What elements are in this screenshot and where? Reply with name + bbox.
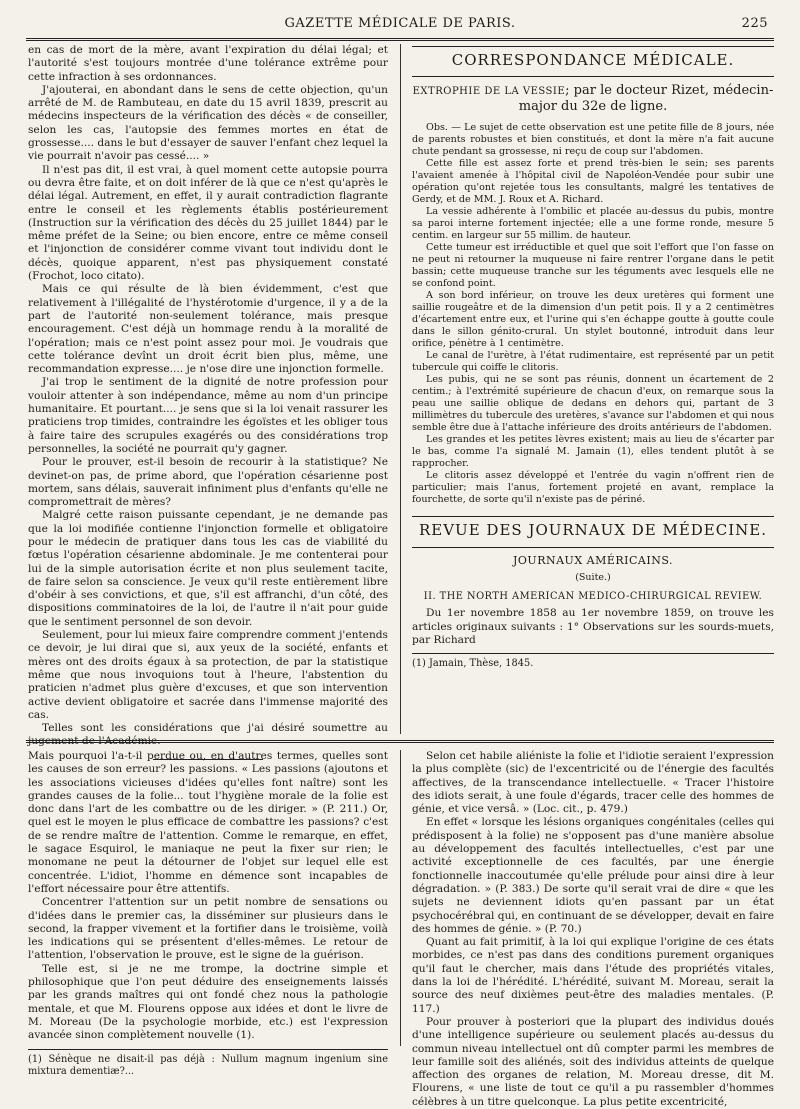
obs-paragraph: Le canal de l'urètre, à l'état rudimentaire, est représenté par un petit tubercule qui coiffe le clitoris.: [412, 350, 774, 374]
footnote: (1) Jamain, Thèse, 1845.: [412, 658, 534, 670]
left-column-top: [28, 44, 388, 748]
obs-paragraph: Obs. — Le sujet de cette observation est une petite fille de 8 jours, née de parents robustes et bien constitués, et dont la mère n'a fait aucune chute pendant sa grossesse, ni reçu de coup sur l'abdomen.: [412, 122, 774, 158]
left-paragraph: Pour le prouver, est-il besoin de recourir à la statistique? Ne devinet-on pas, de prime abord, que l'opération césarienne post mortem, sans délais, sauverait infiniment plus d'enfants qu'elle ne compromettrait de mères?: [28, 456, 388, 509]
bottom-left-paragraph: Mais pourquoi l'a-t-il perdue ou, en d'autres termes, quelles sont les causes de son erreur? les passions. « Les passions (ajoutons et les associations vicieuses d'idées qu'elles font naître) sont les grandes causes de la folie... tout l'hygiène morale de la folie est donc dans l'art de les combattre ou de les diriger. » (P. 211.) Or, quel est le moyen le plus efficace de combattre les passions? c'est de se rendre maître de l'attention. Comme le remarque, en effet, le sagace Esquirol, le maniaque ne peut la fixer sur rien; le monomane ne peut la détourner de l'objet sur lequel elle est concentrée. L'idiot, l'homme en démence sont incapables de l'effort nécessaire pour être attentifs.: [28, 750, 388, 895]
revue-title: REVUE DES JOURNAUX DE MÉDECINE.: [418, 521, 768, 540]
obs-paragraph: Cette tumeur est irréductible et quel que soit l'effort que l'on fasse on ne peut ni retourner la muqueuse ni faire rentrer l'organe dans le petit bassin; cette muqueuse tranche sur les téguments avec lesquels elle ne se confond point.: [412, 242, 774, 290]
left-paragraph: Telles sont les considérations que j'ai désiré soumettre au jugement de l'Académie.: [28, 722, 388, 748]
right-column-bottom: [412, 750, 774, 1108]
bottom-right-paragraph: Selon cet habile aliéniste la folie et l'idiotie seraient l'expression la plus complète (sic) de l'excentricité ou de l'énergie des facultés affectives, de la transcendance intellectuelle. « Tracer l'histoire des idiots serait, à une foule d'égards, tracer celle des hommes de génie, et vice versâ. » (Loc. cit., p. 479.): [412, 750, 774, 816]
correspondance-title-box: [412, 46, 774, 77]
footnote-area: [412, 653, 774, 671]
right-column-top: [412, 44, 774, 734]
left-paragraph: Il n'est pas dit, il est vrai, à quel moment cette autopsie pourra ou devra être faite, et on doit inférer de là que ce n'est qu'après le délai légal. Autrement, en effet, il y aurait contradiction flagrante entre le conseil et les règlements établis postérieurement (Instruction sur la vérification des décès du 25 juillet 1844) par le même préfet de la Seine; ou bien encore, entre ce même conseil et l'injonction de considérer comme vivant tout individu dont le décès, quoique apparent, n'est pas physiquement constaté (Frochot, loco citato).: [28, 163, 388, 283]
review-text: Du 1er novembre 1858 au 1er novembre 1859, on trouve les articles originaux suivants : 1° Observations sur les sourds-muets, par Richard: [412, 607, 774, 647]
bottom-right-paragraph: Pour prouver à posteriori que la plupart des individus doués d'une intelligence supérieure ou seulement placés au-dessus du commun niveau intellectuel ont dû compter parmi les membres de leur famille soit des aliénés, soit des individus atteints de quelque affection des organes de relation, M. Moreau dresse, dit M. Flourens, « une liste de tout ce qu'il a pu rassembler d'hommes célèbres à un titre quelconque. La plus petite excentricité,: [412, 1015, 774, 1108]
page-number: 225: [741, 16, 768, 31]
obs-paragraph: La vessie adhérente à l'ombilic et placée au-dessus du pubis, montre sa paroi interne fortement injectée; elle a une forme ronde, mesure 5 centim. en largeur sur 55 millim. de hauteur.: [412, 206, 774, 242]
bottom-right-paragraph: Quant au fait primitif, à la loi qui explique l'origine de ces états morbides, ce n'est pas dans des conditions purement organiques qu'il faut le chercher, mais dans l'étude des propriétés vitales, dans la loi de l'hérédité. L'hérédité, suivant M. Moreau, serait la source des neuf dixièmes peut-être des maladies mentales. (P. 117.): [412, 936, 774, 1015]
bottom-left-paragraph: Concentrer l'attention sur un petit nombre de sensations ou d'idées dans le premier cas, la disséminer sur plusieurs dans le second, la frapper vivement et la fortifier dans le troisième, voilà les indications qui se présentent d'elles-mêmes. Le retour de l'attention, l'observation le prouve, est le signe de la guérison.: [28, 896, 388, 962]
revue-subtitle: JOURNAUX AMÉRICAINS.: [513, 553, 673, 567]
obs-paragraph: Les grandes et les petites lèvres existent; mais au lieu de s'écarter par le bas, comme l'a signalé M. Jamain (1), elles tendent plutôt à se rapprocher.: [412, 434, 774, 470]
column-divider-bottom: [400, 750, 401, 1046]
footnote-area: [28, 1049, 388, 1079]
article-author: ; par le docteur Rizet, médecin-major du 32e de ligne.: [518, 83, 774, 115]
review-heading: II. THE NORTH AMERICAN MEDICO-CHIRURGICAL REVIEW.: [423, 591, 763, 603]
bottom-left-paragraph: Telle est, si je ne me trompe, la doctrine simple et philosophique que l'on peut déduire des enseignements laissés par les grands maîtres qui ont fondé chez nous la pathologie mentale, et que M. Flourens oppose aux idées et dont le livre de M. Moreau (De la psychologie morbide, etc.) est l'expression avancée sinon complètement nouvelle (1).: [28, 962, 388, 1042]
left-paragraph: J'ai trop le sentiment de la dignité de notre profession pour vouloir attenter à son indépendance, même au nom d'un principe humanitaire. Et pourtant.... je sens que si la loi venait rassurer les praticiens trop timides, contraindre les égoïstes et les obliger tous à faire taire des scrupules exagérés ou des considérations trop personnelles, la société ne pourrait qu'y gagner.: [28, 376, 388, 455]
obs-paragraph: A son bord inférieur, on trouve les deux uretères qui forment une saillie rougeâtre et de la dimension d'un petit pois. Il y a 2 centimètres d'écartement entre eux, et l'urine qui s'en échappe goutte à goutte coule dans le sillon génito-crural. Un stylet boutonné, introduit dans leur orifice, pénètre à 1 centimètre.: [412, 290, 774, 350]
correspondance-title: CORRESPONDANCE MÉDICALE.: [451, 51, 735, 69]
left-paragraph: Malgré cette raison puissante cependant, je ne demande pas que la loi modifiée contienne l'injonction formelle et obligatoire pour le médecin de pratiquer dans tous les cas de viabilité du fœtus l'opération césarienne abdominale. Je me contenterai pour lui de la simple autorisation écrite et non plus seulement tacite, de faire selon sa conscience. Je veux qu'il reste entièrement libre d'obéir à ses convictions, et que, s'il est affranchi, d'un côté, des dispositions comminatoires de la loi, de l'autre il n'ait pour guide que le sentiment personnel de son devoir.: [28, 509, 388, 628]
article-topic: EXTROPHIE DE LA VESSIE: [412, 86, 566, 98]
obs-paragraph: Le clitoris assez développé et l'entrée du vagin n'offrent rien de particulier; mais l'anus, fortement projeté en avant, remplace la fourchette, de sorte qu'il n'existe pas de périné.: [412, 470, 774, 506]
left-paragraph: Seulement, pour lui mieux faire comprendre comment j'entends ce devoir, je lui dirai que si, aux yeux de la société, enfants et mères ont des droits égaux à sa protection, de par la statistique même que nous invoquions tout à l'heure, l'abstention du praticien n'admet plus guère d'excuses, et que son intervention active devient obligatoire et sacrée dans l'immense majorité des cas.: [28, 629, 388, 721]
revue-suite: (Suite.): [575, 571, 611, 583]
page-header: [26, 10, 774, 36]
article-lead: [412, 83, 774, 114]
footnote: (1) Sénèque ne disait-il pas déjà : Nullum magnum ingenium sine mixtura dementiæ?...: [28, 1053, 388, 1078]
observation-text: [412, 122, 774, 506]
column-divider: [400, 44, 401, 734]
left-paragraph: J'ajouterai, en abondant dans le sens de cette objection, qu'un arrêté de M. de Rambuteau, en date du 15 avril 1839, prescrit au médecins inspecteurs de la vérification des décès « de conseiller, selon les cas, l'autopsie des femmes mortes en état de grossesse.... dans le but d'essayer de sauver l'enfant chez lequel la vie pourrait n'avoir pas cessé.... »: [28, 83, 388, 163]
left-paragraph: en cas de mort de la mère, avant l'expiration du délai légal; et l'autorité s'est toujours montrée d'une tolérance extrême pour cette infraction à ses ordonnances.: [28, 44, 388, 83]
obs-paragraph: Cette fille est assez forte et prend très-bien le sein; ses parents l'avaient amenée à l'hôpital civil de Napoléon-Vendée pour subir une opération qu'ont rejetée tous les consultants, malgré les tentatives de Gerdy, et de MM. J. Roux et A. Richard.: [412, 158, 774, 206]
obs-paragraph: Les pubis, qui ne se sont pas réunis, donnent un écartement de 2 centim.; à l'extrémité supérieure de chacun d'eux, on remarque sous la peau une saillie oblique de dedans en dehors qui, partant de 3 millimètres du tubercule des uretères, s'avance sur l'abdomen et qui nous semble être due à l'attache inférieure des droits antérieurs de l'abdomen.: [412, 374, 774, 434]
revue-title-box: [412, 516, 774, 547]
journal-title: GAZETTE MÉDICALE DE PARIS.: [284, 16, 516, 31]
middle-rule: [26, 740, 774, 743]
left-paragraph: Mais ce qui résulte de là bien évidemment, c'est que relativement à l'illégalité de l'hystérotomie d'urgence, il y a de la part de l'autorité non-seulement tolérance, mais presque encouragement. C'est déjà un hommage rendu à la moralité de l'opération; mais ce n'est point assez pour moi. Je voudrais que cette tolérance devînt un droit écrit bien plus, même, une recommandation expresse.... je n'ose dire une injonction formelle.: [28, 283, 388, 376]
bottom-right-paragraph: En effet « lorsque les lésions organiques congénitales (celles qui prédisposent à la folie) ne s'opposent pas d'une manière absolue au développement des facultés intellectuelles, c'est par une activité exceptionnelle de ces facultés, par une énergie fonctionnelle inaccoutumée qu'elle prélude pour ainsi dire à leur dégradation. » (P. 383.) De sorte qu'il serait vrai de dire « que les sujets ne deviennent idiots qu'en passant par un état psychocérébral qui, en continuant de se développer, devait en faire des hommes de génie. » (P. 70.): [412, 816, 774, 935]
left-column-bottom: [28, 750, 388, 1078]
header-rule: [26, 38, 774, 41]
